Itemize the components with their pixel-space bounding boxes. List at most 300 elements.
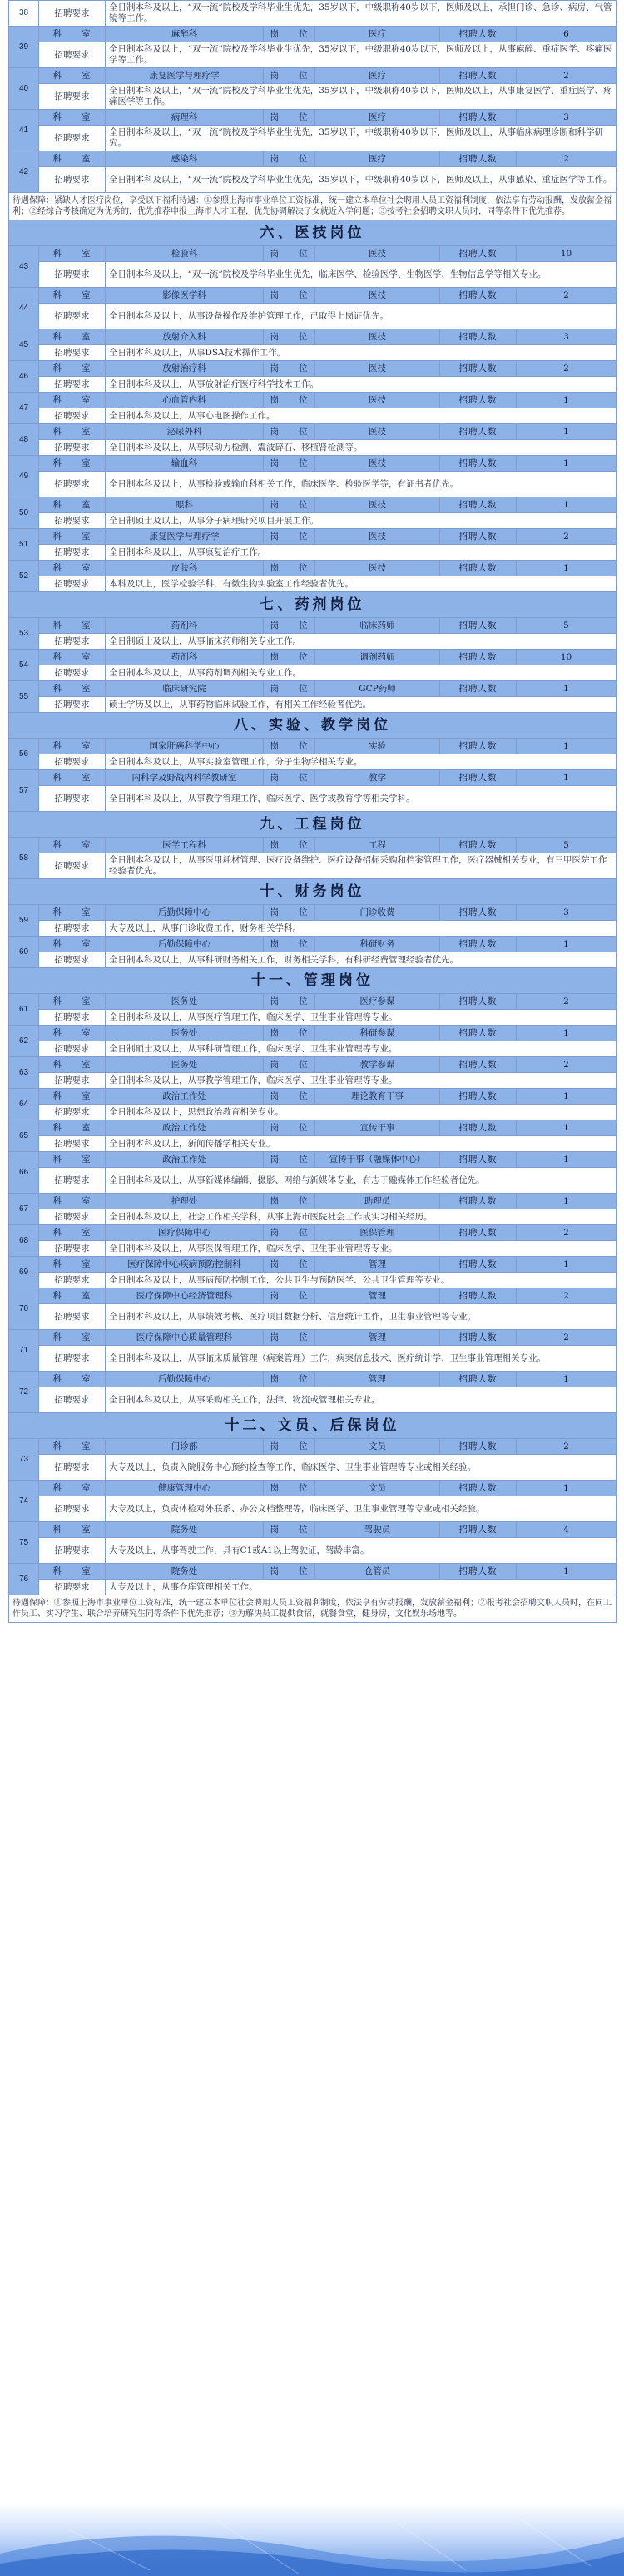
job-requirement-row [9, 1168, 617, 1194]
footer-decoration [0, 2504, 624, 2576]
post-label: 岗 位 [264, 361, 315, 377]
post-label: 岗 位 [264, 1225, 315, 1241]
dept-label: 科 室 [39, 456, 106, 472]
job-number: 52 [9, 561, 39, 592]
count-label: 招聘人数 [440, 1057, 517, 1073]
dept-value: 麻醉科 [106, 27, 264, 42]
dept-label: 科 室 [39, 329, 106, 345]
requirement-text: 全日制本科及以上，从事DSA技术操作工作。 [106, 345, 617, 361]
section-heading: 六、医技岗位 [9, 220, 617, 246]
count-value: 2 [517, 1288, 617, 1304]
requirement-text: 全日制本科及以上，思想政治教育相关专业。 [106, 1105, 617, 1120]
count-value: 1 [517, 739, 617, 754]
job-requirement-row [9, 472, 617, 497]
count-value: 1 [517, 681, 617, 697]
requirement-text: 全日制本科及以上，从事病预防控制工作，公共卫生与预防医学、公共卫生管理等专业。 [106, 1273, 617, 1288]
job-number: 39 [9, 27, 39, 68]
recruitment-table [8, 0, 617, 1623]
dept-value: 健康管理中心 [106, 1481, 264, 1496]
job-requirement-row [9, 921, 617, 937]
requirement-text: 全日制本科及以上，从事科研财务相关工作，财务相关学科，有科研经费管理经验者优先。 [106, 952, 617, 968]
dept-value: 感染科 [106, 151, 264, 167]
post-label: 岗 位 [264, 1152, 315, 1168]
post-label: 岗 位 [264, 838, 315, 853]
job-requirement-row [9, 167, 617, 193]
post-value: 宣传干事（融媒体中心） [315, 1152, 440, 1168]
requirement-label: 招聘要求 [39, 576, 106, 592]
post-label: 岗 位 [264, 110, 315, 126]
requirement-text: 全日制本科及以上，从事心电图操作工作。 [106, 408, 617, 424]
post-value: 临床药师 [315, 618, 440, 634]
requirement-text: 全日制本科及以上，从事采购相关工作，法律、物流或管理相关专业。 [106, 1387, 617, 1413]
post-label: 岗 位 [264, 529, 315, 545]
post-value: 医疗参谋 [315, 994, 440, 1010]
dept-label: 科 室 [39, 650, 106, 665]
post-label: 岗 位 [264, 288, 315, 304]
requirement-text: 全日制本科及以上，从事尿动力检测、震波碎石、移植肾检测等。 [106, 440, 617, 456]
count-label: 招聘人数 [440, 1481, 517, 1496]
count-label: 招聘人数 [440, 329, 517, 345]
count-label: 招聘人数 [440, 1439, 517, 1455]
job-number: 40 [9, 68, 39, 110]
post-label: 岗 位 [264, 739, 315, 754]
job-requirement-row [9, 634, 617, 650]
section-heading-row [9, 1413, 617, 1439]
count-label: 招聘人数 [440, 1257, 517, 1273]
count-value: 1 [517, 424, 617, 440]
requirement-label: 招聘要求 [39, 1304, 106, 1330]
requirement-label: 招聘要求 [39, 1041, 106, 1057]
count-value: 2 [517, 68, 617, 84]
post-value: 医保管理 [315, 1225, 440, 1241]
count-value: 1 [517, 456, 617, 472]
requirement-label: 招聘要求 [39, 1, 106, 27]
post-label: 岗 位 [264, 1026, 315, 1041]
job-header-row [9, 937, 617, 952]
dept-label: 科 室 [39, 1330, 106, 1346]
job-requirement-row [9, 1105, 617, 1120]
job-header-row [9, 650, 617, 665]
requirement-text: 全日制本科及以上，从事临床质量管理（病案管理）工作，病案信息技术、医疗统计学、卫生事业管理相关专业。 [106, 1346, 617, 1372]
post-value: 仓管员 [315, 1564, 440, 1580]
count-value: 1 [517, 1372, 617, 1387]
job-requirement-row [9, 440, 617, 456]
count-value: 1 [517, 1194, 617, 1209]
job-header-row [9, 1194, 617, 1209]
requirement-label: 招聘要求 [39, 1209, 106, 1225]
job-number: 71 [9, 1330, 39, 1372]
requirement-label: 招聘要求 [39, 952, 106, 968]
post-value: 工程 [315, 838, 440, 853]
dept-label: 科 室 [39, 838, 106, 853]
dept-value: 医疗保障中心质量管理科 [106, 1330, 264, 1346]
post-value: 医技 [315, 361, 440, 377]
job-number: 51 [9, 529, 39, 561]
job-header-row [9, 1026, 617, 1041]
job-header-row [9, 246, 617, 262]
requirement-label: 招聘要求 [39, 786, 106, 812]
job-number: 54 [9, 650, 39, 681]
job-header-row [9, 1257, 617, 1273]
requirement-label: 招聘要求 [39, 126, 106, 151]
dept-value: 医疗保障中心 [106, 1225, 264, 1241]
job-number: 62 [9, 1026, 39, 1057]
job-header-row [9, 329, 617, 345]
section-heading-row [9, 713, 617, 739]
dept-value: 院务处 [106, 1522, 264, 1538]
dept-value: 护理处 [106, 1194, 264, 1209]
requirement-text: 全日制本科及以上，“双一流”院校及学科毕业生优先，35岁以下，中级职称40岁以下，医师及以上，承担门诊、急诊、病房、气管镜等工作。 [106, 1, 617, 27]
requirement-text: 大专及以上，从事门诊收费工作，财务相关学科。 [106, 921, 617, 937]
dept-label: 科 室 [39, 27, 106, 42]
post-value: 医技 [315, 246, 440, 262]
post-value: 文员 [315, 1439, 440, 1455]
job-requirement-row [9, 42, 617, 68]
post-label: 岗 位 [264, 994, 315, 1010]
dept-label: 科 室 [39, 288, 106, 304]
requirement-label: 招聘要求 [39, 84, 106, 110]
job-requirement-row [9, 262, 617, 288]
count-label: 招聘人数 [440, 68, 517, 84]
job-requirement-row [9, 697, 617, 713]
wave-decoration [0, 2504, 624, 2576]
count-label: 招聘人数 [440, 1120, 517, 1136]
post-value: 医技 [315, 497, 440, 513]
post-label: 岗 位 [264, 937, 315, 952]
post-label: 岗 位 [264, 905, 315, 921]
requirement-text: 全日制本科及以上，社会工作相关学科，从事上海市医院社会工作或实习相关经历。 [106, 1209, 617, 1225]
job-number: 69 [9, 1257, 39, 1288]
job-number: 74 [9, 1481, 39, 1522]
dept-label: 科 室 [39, 1257, 106, 1273]
post-value: 驾驶员 [315, 1522, 440, 1538]
count-label: 招聘人数 [440, 1330, 517, 1346]
dept-value: 康复医学与理疗学 [106, 68, 264, 84]
post-value: 医技 [315, 329, 440, 345]
dept-value: 放射介入科 [106, 329, 264, 345]
requirement-text: 全日制本科及以上，“双一流”院校及学科毕业生优先，35岁以下，中级职称40岁以下，医师及以上，从事康复医学、重症医学、疼痛医学等工作。 [106, 84, 617, 110]
job-number: 72 [9, 1372, 39, 1413]
job-requirement-row [9, 1209, 617, 1225]
job-header-row [9, 424, 617, 440]
dept-value: 皮肤科 [106, 561, 264, 576]
requirement-text: 全日制本科及以上，“双一流”院校及学科毕业生优先，35岁以下，中级职称40岁以下，医师及以上，从事临床病理诊断和科学研究。 [106, 126, 617, 151]
job-number: 46 [9, 361, 39, 393]
count-value: 2 [517, 1330, 617, 1346]
requirement-text: 全日制本科及以上，从事医用耗材管理、医疗设备维护、医疗设备招标采购和档案管理工作，医疗器械相关专业，有三甲医院工作经验者优先。 [106, 853, 617, 879]
post-label: 岗 位 [264, 1439, 315, 1455]
job-header-row [9, 770, 617, 786]
dept-value: 检验科 [106, 246, 264, 262]
job-number: 49 [9, 456, 39, 497]
dept-label: 科 室 [39, 1481, 106, 1496]
requirement-label: 招聘要求 [39, 1346, 106, 1372]
job-requirement-row [9, 1073, 617, 1089]
job-number: 68 [9, 1225, 39, 1257]
job-number: 59 [9, 905, 39, 937]
job-number: 63 [9, 1057, 39, 1089]
job-header-row [9, 1330, 617, 1346]
job-number: 58 [9, 838, 39, 879]
count-label: 招聘人数 [440, 1089, 517, 1105]
post-label: 岗 位 [264, 1120, 315, 1136]
requirement-text: 全日制本科及以上，新闻传播学相关专业。 [106, 1136, 617, 1152]
post-value: 科研财务 [315, 937, 440, 952]
count-label: 招聘人数 [440, 770, 517, 786]
count-value: 2 [517, 994, 617, 1010]
dept-label: 科 室 [39, 937, 106, 952]
job-header-row [9, 618, 617, 634]
post-label: 岗 位 [264, 497, 315, 513]
dept-value: 国家肝癌科学中心 [106, 739, 264, 754]
dept-label: 科 室 [39, 905, 106, 921]
dept-value: 放射治疗科 [106, 361, 264, 377]
count-label: 招聘人数 [440, 393, 517, 408]
job-number: 64 [9, 1089, 39, 1120]
requirement-label: 招聘要求 [39, 1580, 106, 1595]
requirement-label: 招聘要求 [39, 377, 106, 393]
dept-value: 政治工作处 [106, 1120, 264, 1136]
dept-value: 医疗保障中心经济管理科 [106, 1288, 264, 1304]
requirement-label: 招聘要求 [39, 345, 106, 361]
job-requirement-row [9, 126, 617, 151]
job-requirement-row [9, 952, 617, 968]
requirement-text: 全日制硕士及以上，从事临床药师相关专业工作。 [106, 634, 617, 650]
job-requirement-row [9, 1041, 617, 1057]
post-value: 医技 [315, 529, 440, 545]
requirement-text: 大专及以上，从事仓库管理相关工作。 [106, 1580, 617, 1595]
post-label: 岗 位 [264, 1372, 315, 1387]
requirement-label: 招聘要求 [39, 697, 106, 713]
dept-label: 科 室 [39, 529, 106, 545]
job-number: 73 [9, 1439, 39, 1481]
dept-label: 科 室 [39, 770, 106, 786]
dept-value: 医疗保障中心疾病预防控制科 [106, 1257, 264, 1273]
count-label: 招聘人数 [440, 994, 517, 1010]
dept-value: 心血管内科 [106, 393, 264, 408]
job-number: 53 [9, 618, 39, 650]
count-value: 4 [517, 1522, 617, 1538]
post-value: 理论教育干事 [315, 1089, 440, 1105]
post-value: 医疗 [315, 27, 440, 42]
dept-value: 院务处 [106, 1564, 264, 1580]
post-value: 实验 [315, 739, 440, 754]
requirement-label: 招聘要求 [39, 262, 106, 288]
count-label: 招聘人数 [440, 361, 517, 377]
dept-value: 内科学及野战内科学教研室 [106, 770, 264, 786]
dept-value: 医学工程科 [106, 838, 264, 853]
requirement-label: 招聘要求 [39, 1136, 106, 1152]
job-number: 76 [9, 1564, 39, 1595]
requirement-text: 全日制本科及以上，“双一流”院校及学科毕业生优先，35岁以下，中级职称40岁以下，医师及以上，从事感染、重症医学等工作。 [106, 167, 617, 193]
post-value: 管理 [315, 1330, 440, 1346]
post-value: 医疗 [315, 151, 440, 167]
dept-label: 科 室 [39, 1026, 106, 1041]
requirement-label: 招聘要求 [39, 1073, 106, 1089]
post-label: 岗 位 [264, 151, 315, 167]
job-requirement-row [9, 1346, 617, 1372]
section-heading: 十一、管理岗位 [9, 968, 617, 994]
post-value: GCP药师 [315, 681, 440, 697]
post-value: 管理 [315, 1288, 440, 1304]
post-label: 岗 位 [264, 68, 315, 84]
requirement-label: 招聘要求 [39, 634, 106, 650]
count-label: 招聘人数 [440, 497, 517, 513]
job-header-row [9, 561, 617, 576]
requirement-text: 全日制本科及以上，从事药剂调剂相关专业工作。 [106, 665, 617, 681]
count-label: 招聘人数 [440, 424, 517, 440]
job-number: 75 [9, 1522, 39, 1564]
count-value: 1 [517, 1481, 617, 1496]
dept-label: 科 室 [39, 1089, 106, 1105]
requirement-text: 全日制本科及以上，从事实验室管理工作，分子生物学相关专业。 [106, 754, 617, 770]
dept-label: 科 室 [39, 1522, 106, 1538]
post-label: 岗 位 [264, 424, 315, 440]
requirement-text: 全日制本科及以上，“双一流”院校及学科毕业生优先，临床医学、检验医学、生物医学、生物信息学等相关专业。 [106, 262, 617, 288]
post-label: 岗 位 [264, 246, 315, 262]
dept-value: 后勤保障中心 [106, 1372, 264, 1387]
count-value: 2 [517, 361, 617, 377]
section-heading: 八、实验、教学岗位 [9, 713, 617, 739]
post-label: 岗 位 [264, 770, 315, 786]
job-requirement-row [9, 1538, 617, 1564]
requirement-text: 全日制本科及以上，从事检验或输血科相关工作，临床医学、检验医学等，有证书者优先。 [106, 472, 617, 497]
job-header-row [9, 393, 617, 408]
count-value: 1 [517, 1089, 617, 1105]
post-value: 医技 [315, 561, 440, 576]
count-value: 5 [517, 838, 617, 853]
count-label: 招聘人数 [440, 618, 517, 634]
requirement-label: 招聘要求 [39, 472, 106, 497]
post-label: 岗 位 [264, 1057, 315, 1073]
post-value: 宣传干事 [315, 1120, 440, 1136]
dept-label: 科 室 [39, 424, 106, 440]
job-requirement-row [9, 545, 617, 561]
job-requirement-row [9, 853, 617, 879]
job-requirement-row [9, 754, 617, 770]
requirement-label: 招聘要求 [39, 1105, 106, 1120]
section-heading-row [9, 968, 617, 994]
count-label: 招聘人数 [440, 937, 517, 952]
count-value: 3 [517, 110, 617, 126]
job-header-row [9, 1288, 617, 1304]
post-label: 岗 位 [264, 1564, 315, 1580]
count-label: 招聘人数 [440, 1152, 517, 1168]
post-label: 岗 位 [264, 618, 315, 634]
dept-label: 科 室 [39, 497, 106, 513]
requirement-text: 大专及以上，从事驾驶工作，具有C1或A1以上驾驶证，驾龄丰富。 [106, 1538, 617, 1564]
dept-label: 科 室 [39, 393, 106, 408]
job-header-row [9, 681, 617, 697]
count-label: 招聘人数 [440, 681, 517, 697]
job-requirement-row [9, 1136, 617, 1152]
dept-label: 科 室 [39, 1057, 106, 1073]
post-value: 科研参谋 [315, 1026, 440, 1041]
requirement-label: 招聘要求 [39, 513, 106, 529]
requirement-text: 全日制本科及以上，从事医疗管理工作，临床医学、卫生事业管理等专业。 [106, 1010, 617, 1026]
dept-value: 医务处 [106, 1057, 264, 1073]
requirement-text: 全日制本科及以上，从事设备操作及维护管理工作，已取得上岗证优先。 [106, 304, 617, 329]
post-label: 岗 位 [264, 1288, 315, 1304]
dept-label: 科 室 [39, 561, 106, 576]
post-value: 医技 [315, 393, 440, 408]
job-number: 56 [9, 739, 39, 770]
dept-value: 康复医学与理疗学 [106, 529, 264, 545]
dept-label: 科 室 [39, 1120, 106, 1136]
requirement-label: 招聘要求 [39, 853, 106, 879]
job-number: 47 [9, 393, 39, 424]
count-label: 招聘人数 [440, 151, 517, 167]
requirement-text: 全日制本科及以上，从事康复治疗工作。 [106, 545, 617, 561]
dept-label: 科 室 [39, 151, 106, 167]
count-label: 招聘人数 [440, 650, 517, 665]
count-value: 1 [517, 497, 617, 513]
count-value: 1 [517, 1026, 617, 1041]
count-value: 2 [517, 288, 617, 304]
count-label: 招聘人数 [440, 288, 517, 304]
post-label: 岗 位 [264, 1089, 315, 1105]
requirement-label: 招聘要求 [39, 665, 106, 681]
dept-label: 科 室 [39, 1152, 106, 1168]
post-value: 医疗 [315, 110, 440, 126]
job-header-row [9, 456, 617, 472]
post-label: 岗 位 [264, 650, 315, 665]
count-value: 10 [517, 246, 617, 262]
requirement-label: 招聘要求 [39, 1241, 106, 1257]
post-value: 医技 [315, 288, 440, 304]
job-number: 61 [9, 994, 39, 1026]
post-value: 医技 [315, 424, 440, 440]
dept-value: 门诊部 [106, 1439, 264, 1455]
requirement-text: 全日制本科及以上，“双一流”院校及学科毕业生优先，35岁以下，中级职称40岁以下，医师及以上，从事麻醉、重症医学、疼痛医学等工作。 [106, 42, 617, 68]
job-requirement-row [9, 1387, 617, 1413]
requirement-label: 招聘要求 [39, 1273, 106, 1288]
dept-label: 科 室 [39, 1564, 106, 1580]
job-requirement-row [9, 1241, 617, 1257]
count-value: 2 [517, 1057, 617, 1073]
requirement-label: 招聘要求 [39, 408, 106, 424]
job-requirement-row [9, 1455, 617, 1481]
job-requirement-row [9, 665, 617, 681]
count-label: 招聘人数 [440, 1225, 517, 1241]
count-label: 招聘人数 [440, 529, 517, 545]
post-label: 岗 位 [264, 329, 315, 345]
requirement-text: 全日制本科及以上，从事放射治疗医疗科学技术工作。 [106, 377, 617, 393]
requirement-label: 招聘要求 [39, 545, 106, 561]
job-header-row [9, 1089, 617, 1105]
job-requirement-row [9, 408, 617, 424]
count-label: 招聘人数 [440, 246, 517, 262]
dept-value: 病理科 [106, 110, 264, 126]
count-value: 1 [517, 561, 617, 576]
count-label: 招聘人数 [440, 739, 517, 754]
dept-value: 后勤保障中心 [106, 937, 264, 952]
job-header-row [9, 497, 617, 513]
post-value: 门诊收费 [315, 905, 440, 921]
requirement-label: 招聘要求 [39, 440, 106, 456]
job-header-row [9, 739, 617, 754]
post-label: 岗 位 [264, 1194, 315, 1209]
post-value: 教学 [315, 770, 440, 786]
requirement-label: 招聘要求 [39, 1538, 106, 1564]
job-header-row [9, 1522, 617, 1538]
dept-value: 临床研究院 [106, 681, 264, 697]
post-label: 岗 位 [264, 1257, 315, 1273]
post-value: 助理员 [315, 1194, 440, 1209]
job-number: 43 [9, 246, 39, 288]
job-header-row [9, 1372, 617, 1387]
job-number: 60 [9, 937, 39, 968]
